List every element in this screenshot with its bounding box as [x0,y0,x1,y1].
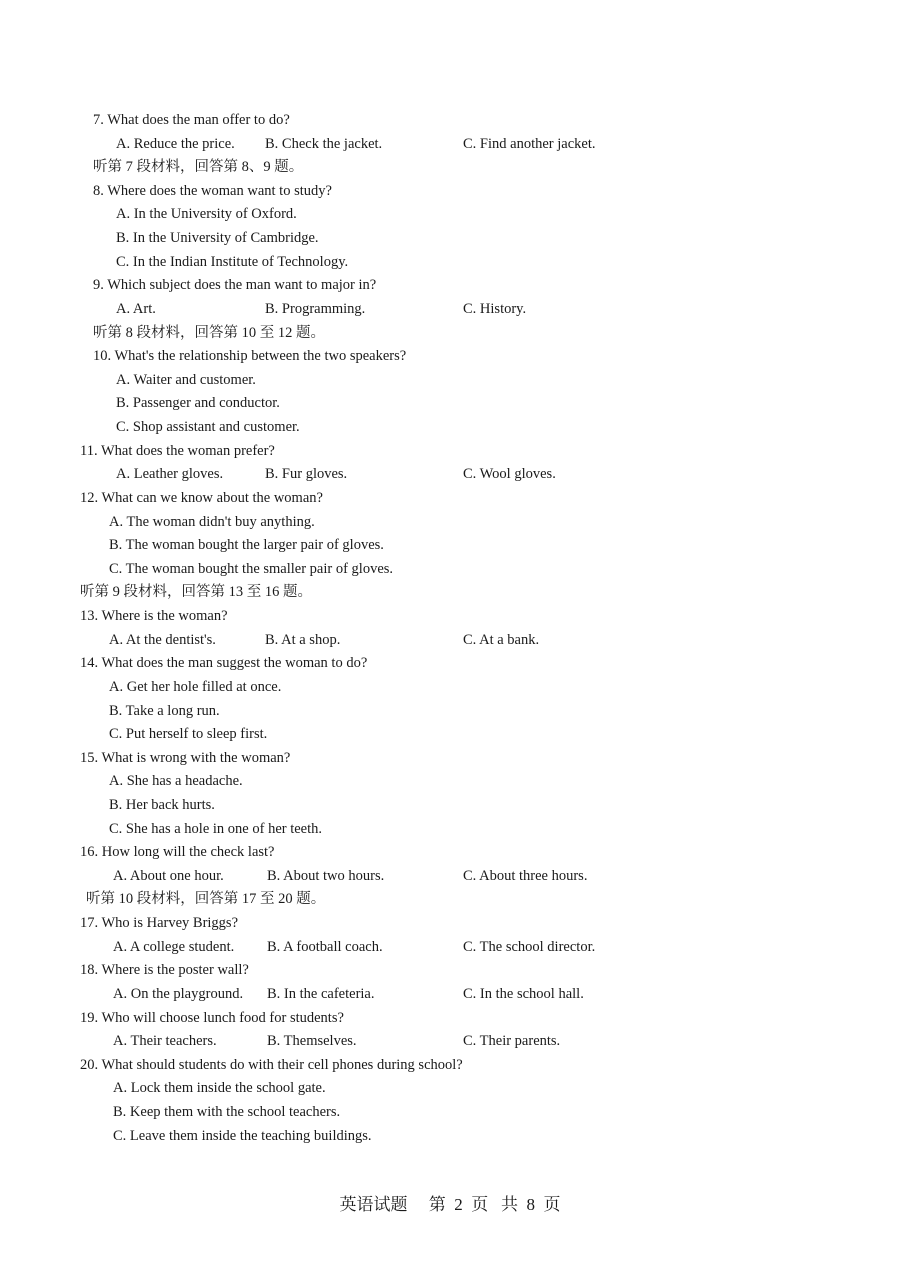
option-text: C. Put herself to sleep first. [109,726,268,743]
question-text: 14. What does the man suggest the woman to do? [80,655,368,672]
option-text: B. In the University of Cambridge. [116,230,319,247]
option-text: A. She has a headache. [109,773,243,790]
option-text: C. Find another jacket. [463,135,596,152]
option-text: A. A college student. [113,938,235,955]
question-text: 13. Where is the woman? [80,608,228,625]
option-text: C. At a bank. [463,631,540,648]
section-text: 听第 7 段材料，回答第 8、9 题。 [93,159,304,176]
option-text: B. About two hours. [267,867,385,884]
option-text: A. Leather gloves. [116,466,224,483]
option-text: A. At the dentist's. [109,631,216,648]
option-text: B. Passenger and conductor. [116,395,280,412]
option-text: B. A football coach. [267,938,383,955]
question-text: 17. Who is Harvey Briggs? [80,915,238,932]
option-text: A. On the playground. [113,985,244,1002]
page-footer: 英语试题 第 2 页 共 8 页 [339,1195,561,1214]
option-text: B. Programming. [265,300,366,317]
section-text: 听第 9 段材料，回答第 13 至 16 题。 [80,584,312,601]
option-text: A. In the University of Oxford. [116,206,297,223]
option-text: C. Wool gloves. [463,466,556,483]
option-text: C. Their parents. [463,1033,561,1050]
option-text: B. Fur gloves. [265,466,348,483]
option-text: C. In the Indian Institute of Technology. [116,253,349,270]
question-text: 16. How long will the check last? [80,844,275,861]
question-text: 18. Where is the poster wall? [80,962,249,979]
question-text: 8. Where does the woman want to study? [93,182,332,199]
option-text: A. Lock them inside the school gate. [113,1080,326,1097]
question-text: 20. What should students do with their cell phones during school? [80,1056,463,1073]
option-text: C. Shop assistant and customer. [116,419,300,436]
option-text: C. About three hours. [463,867,588,884]
option-text: C. Leave them inside the teaching buildings. [113,1127,372,1144]
option-text: A. Get her hole filled at once. [109,678,282,695]
question-text: 10. What's the relationship between the two speakers? [93,348,407,365]
question-text: 7. What does the man offer to do? [93,112,290,128]
option-text: C. The woman bought the smaller pair of gloves. [109,560,394,577]
option-text: A. About one hour. [113,867,224,884]
option-text: B. Keep them with the school teachers. [113,1104,341,1121]
question-text: 15. What is wrong with the woman? [80,749,291,766]
option-text: A. Art. [116,300,156,317]
question-text: 12. What can we know about the woman? [80,489,323,506]
section-text: 听第 10 段材料，回答第 17 至 20 题。 [86,891,326,908]
option-text: A. Waiter and customer. [116,371,256,388]
option-text: C. In the school hall. [463,985,584,1002]
option-text: B. At a shop. [265,631,341,648]
option-text: A. The woman didn't buy anything. [109,513,315,530]
option-text: A. Their teachers. [113,1033,217,1050]
option-text: C. History. [463,300,527,317]
option-text: B. Check the jacket. [265,135,383,152]
option-text: B. Themselves. [267,1033,357,1050]
question-text: 9. Which subject does the man want to major in? [93,277,377,294]
option-text: B. Take a long run. [109,702,220,719]
option-text: A. Reduce the price. [116,135,235,152]
option-text: B. Her back hurts. [109,796,215,813]
option-text: B. In the cafeteria. [267,985,375,1002]
option-text: C. She has a hole in one of her teeth. [109,820,323,837]
section-text: 听第 8 段材料，回答第 10 至 12 题。 [93,324,325,341]
option-text: C. The school director. [463,938,596,955]
option-text: B. The woman bought the larger pair of gloves. [109,537,384,554]
question-text: 11. What does the woman prefer? [80,442,275,459]
question-text: 19. Who will choose lunch food for students? [80,1009,344,1026]
